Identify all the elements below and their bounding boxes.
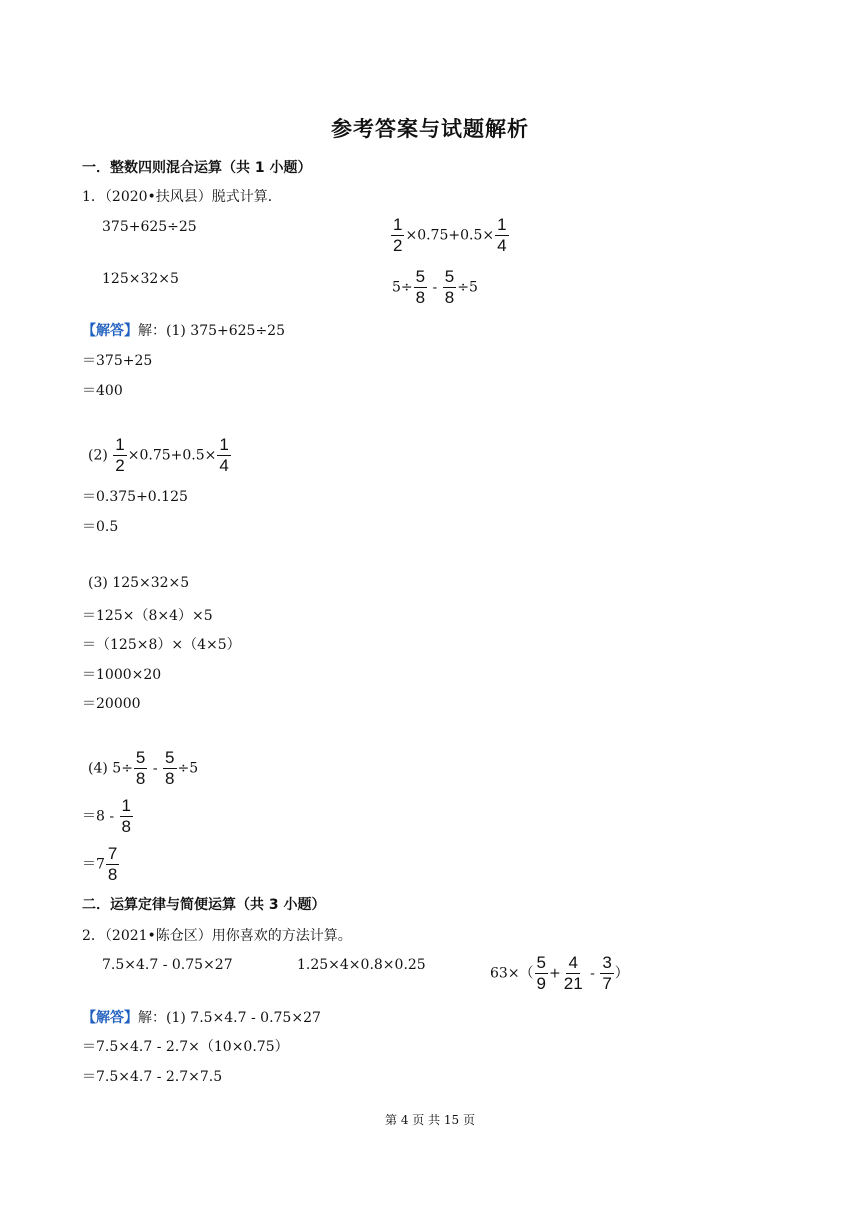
fraction: $\frac{1}{2}$ <box>115 435 125 475</box>
q1-expression-4: 5÷ $\frac{5}{8}$ - $\frac{5}{8}$ ÷5 <box>392 267 478 307</box>
page-footer: 第 4 页 共 15 页 <box>385 1113 475 1127</box>
step: ＝0.5 <box>82 519 119 535</box>
fraction: $\frac{4}{21}$ <box>563 953 583 993</box>
fraction: $\frac{5}{8}$ <box>415 267 426 307</box>
fraction: $\frac{3}{7}$ <box>602 953 612 993</box>
q2-expression-2: 1.25×4×0.8×0.25 <box>297 957 426 973</box>
q2-expression-1: 7.5×4.7 - 0.75×27 <box>102 957 233 973</box>
step: ＝375+25 <box>82 353 153 369</box>
section-heading-2: 二．运算定律与简便运算（共 3 小题） <box>82 897 326 913</box>
fraction: $\frac{5}{8}$ <box>135 748 146 788</box>
fraction: $\frac{5}{8}$ <box>444 267 455 307</box>
answer-1-part-2: (2) $\frac{1}{2}$ ×0.75+0.5× $\frac{1}{4}$ <box>88 435 229 475</box>
answer-tag: 【解答】 <box>82 323 138 339</box>
step: ＝20000 <box>82 696 141 712</box>
q1-expression-3: 125×32×5 <box>102 271 179 287</box>
fraction: $\frac{5}{8}$ <box>165 748 175 788</box>
fraction: $\frac{5}{9}$ <box>536 953 547 993</box>
step: ＝0.375+0.125 <box>82 489 188 505</box>
step: ＝（125×8）×（4×5） <box>82 637 241 653</box>
answer-tag: 【解答】 <box>82 1010 138 1026</box>
fraction: $\frac{1}{2}$ <box>393 215 403 255</box>
fraction: $\frac{1}{8}$ <box>121 796 132 836</box>
fraction: $\frac{7}{8}$ <box>107 844 118 884</box>
section-heading-1: 一．整数四则混合运算（共 1 小题） <box>82 160 312 176</box>
step: ＝125×（8×4）×5 <box>82 608 213 624</box>
answer-1-part-3: (3) 125×32×5 <box>88 575 190 591</box>
step: ＝8 - $\frac{1}{8}$ <box>82 796 132 836</box>
fraction: $\frac{1}{4}$ <box>219 435 229 475</box>
step: ＝400 <box>82 383 123 399</box>
fraction: $\frac{1}{4}$ <box>497 215 507 255</box>
step: ＝7.5×4.7 - 2.7×7.5 <box>82 1069 223 1085</box>
step: ＝7 $\frac{7}{8}$ <box>82 844 118 884</box>
q2-expression-3: 63×（ $\frac{5}{9}$ + $\frac{4}{21}$ - $\frac{3}{7}$ ） <box>490 953 629 993</box>
question-1-stem: 1．（2020•扶风县）脱式计算． <box>82 189 282 205</box>
question-2-stem: 2．（2021•陈仓区）用你喜欢的方法计算。 <box>82 928 352 944</box>
answer-1-part-4: (4) 5÷ $\frac{5}{8}$ - $\frac{5}{8}$ ÷5 <box>88 748 199 788</box>
q1-expression-2: $\frac{1}{2}$ ×0.75+0.5× $\frac{1}{4}$ <box>393 215 507 255</box>
page-title: 参考答案与试题解析 <box>331 117 529 141</box>
answer-1-intro: 【解答】解：(1) 375+625÷25 <box>82 323 285 339</box>
step: ＝1000×20 <box>82 667 162 683</box>
q1-expression-1: 375+625÷25 <box>102 219 197 235</box>
step: ＝7.5×4.7 - 2.7×（10×0.75） <box>82 1039 289 1055</box>
answer-2-intro: 【解答】解：(1) 7.5×4.7 - 0.75×27 <box>82 1010 321 1026</box>
